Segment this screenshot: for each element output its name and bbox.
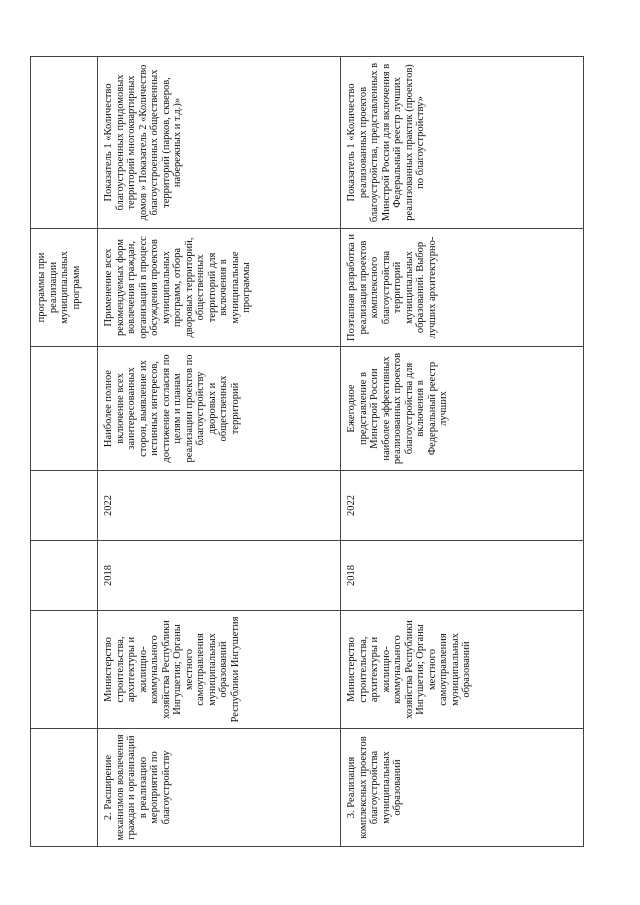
header-cell-1 (31, 729, 98, 847)
result-cell: Ежегодное представление в Минстрой России наиболее эффективных реализованных проектов благоустройства для включения в Федеральный реестр лучших (341, 347, 584, 471)
table-row (341, 57, 584, 847)
measure-cell: 2. Расширение механизмов вовлечения граждан и организаций в реализацию мероприятий по благоустройству (98, 729, 341, 847)
header-cell-4 (31, 471, 98, 541)
header-cell-3 (31, 541, 98, 611)
consequences-cell: Поэтапная разработка и реализация проектов комплексного благоустройства территорий муниципальных образований. Выбор лучших архитектурно- (341, 229, 584, 347)
result-cell: Наиболее полное включение всех заинтересованных сторон, выявление их истинных интересов, достижение согласия по целям и планам реализации проектов по благоустройству дворовых и общественных территорий (98, 347, 341, 471)
consequences-cell: Применение всех рекомендуемых форм вовлечения граждан, организаций в процесс обсуждения проектов муниципальных программ, отбора дворовых территорий, общественных территорий для включения в муниципальные программы (98, 229, 341, 347)
program-measures-table (30, 56, 584, 847)
end-year-cell: 2022 (341, 471, 584, 541)
header-cell-2 (31, 611, 98, 729)
indicators-cell: Показатель 1 «Количество благоустроенных придомовых территорий многоквартирных домов » Показатель 2 «Количество благоустроенных общественных территорий (парков, скверов, набережных и т.д.)» (98, 57, 341, 229)
executor-cell: Министерство строительства, архитектуры и жилищно-коммунального хозяйства Республики Ингушетия; Органы местного самоуправления муниципальных образований Республики Ингушетия (98, 611, 341, 729)
executor-cell: Министерство строительства, архитектуры и жилищно-коммунального хозяйства Республики Ингушетия; Органы местного самоуправления муниципальных образований (341, 611, 584, 729)
end-year-cell: 2022 (98, 471, 341, 541)
header-cell-6: программы при реализации муниципальных программ (31, 229, 98, 347)
start-year-cell: 2018 (341, 541, 584, 611)
start-year-cell: 2018 (98, 541, 341, 611)
header-cell-5 (31, 347, 98, 471)
header-row (31, 57, 98, 847)
indicators-cell: Показатель 1 «Количество реализованных проектов благоустройства, представленных в Минстрой России для включения в Федеральный реестр лучших реализованных практик (проектов) по благоустройству» (341, 57, 584, 229)
table-row (98, 57, 341, 847)
header-cell-7 (31, 57, 98, 229)
measure-cell: 3. Реализация комплексных проектов благоустройства муниципальных образований (341, 729, 584, 847)
